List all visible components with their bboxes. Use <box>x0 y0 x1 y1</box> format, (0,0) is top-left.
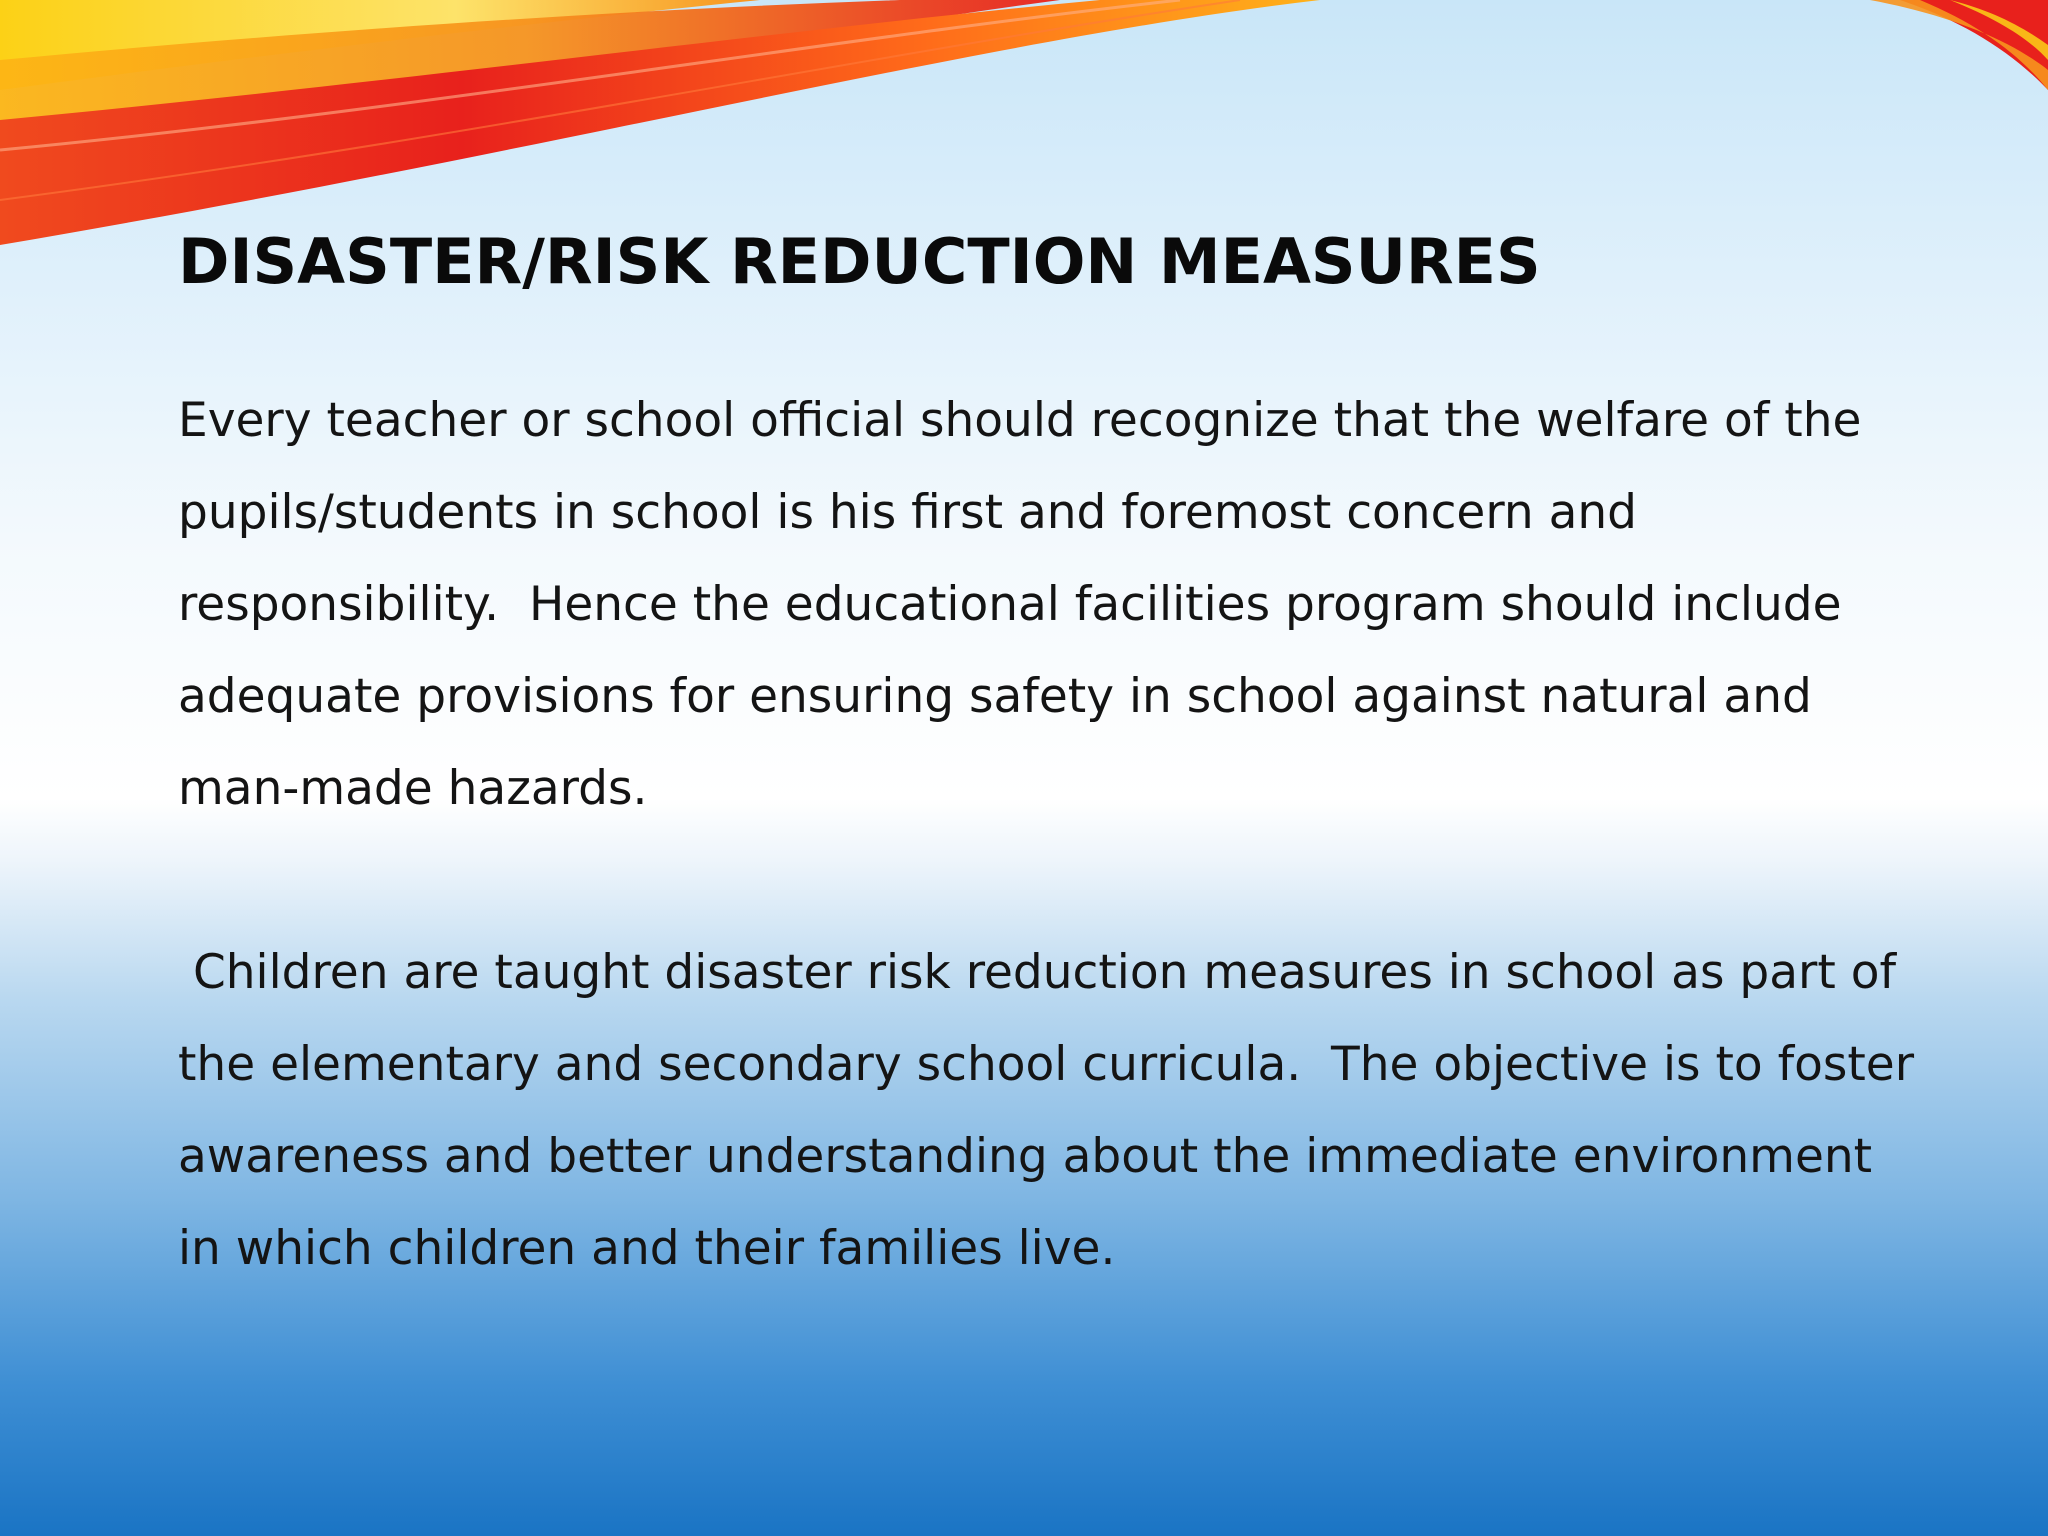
body-paragraph-2: Children are taught disaster risk reduction measures in school as part of the elementary and secondary school curricula. The objective is to foster awareness and better understanding about the immediate environment in which children and their families live. <box>178 945 1929 1276</box>
slide-body <box>178 375 1929 1295</box>
body-paragraph-1: Every teacher or school official should recognize that the welfare of the pupils/students in school is his first and foremost concern and responsibility. Hence the educational facilities program should include adequate provisions for ensuring safety in school against natural and man-made hazards. <box>178 393 1877 816</box>
swoosh-right-corner <box>1900 0 2048 90</box>
decorative-swoosh <box>0 0 2048 260</box>
slide-title: DISASTER/RISK REDUCTION MEASURES <box>178 225 1541 298</box>
